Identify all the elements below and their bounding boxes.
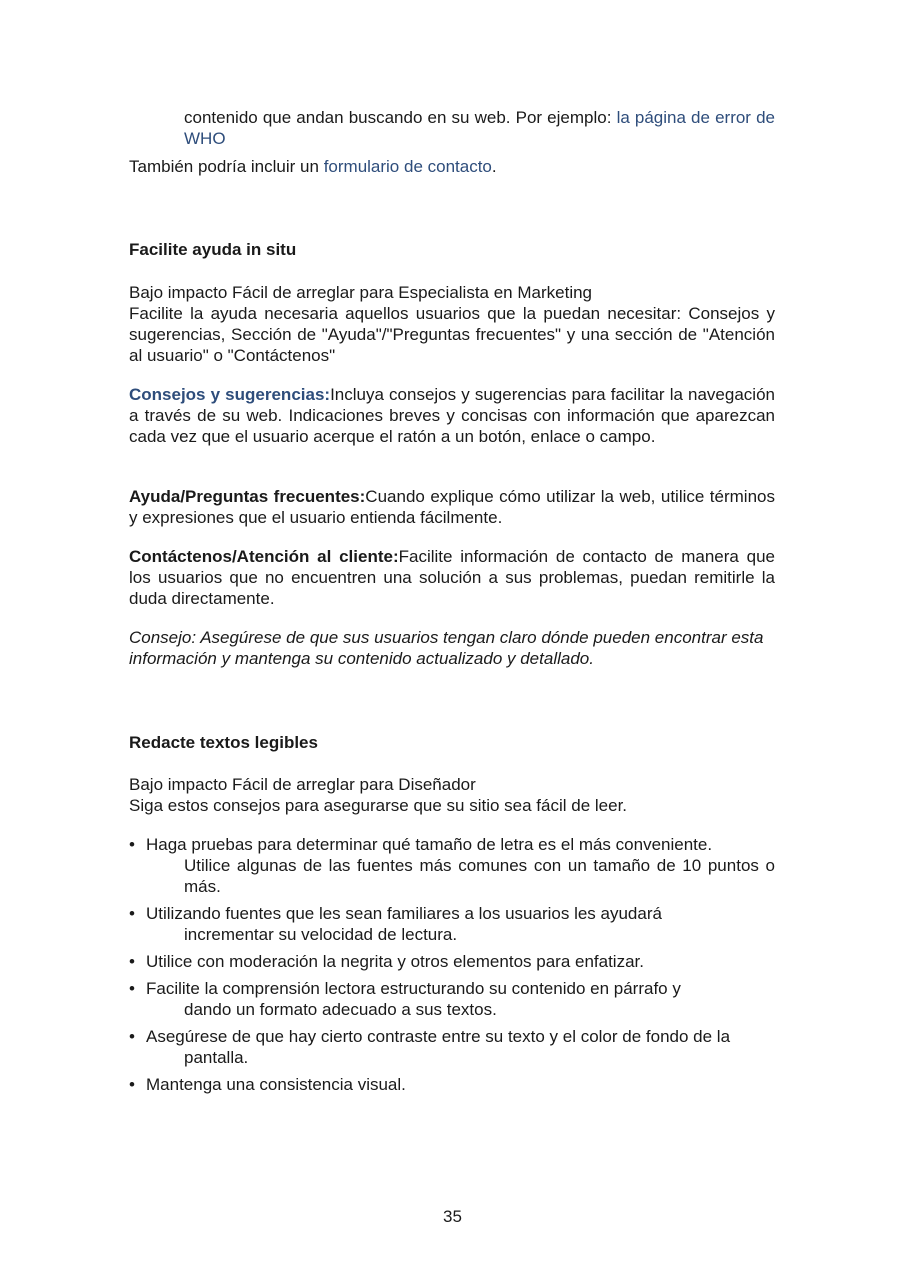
who-error-page-link[interactable]: la página de error de WHO <box>184 108 775 148</box>
list-item <box>129 978 775 1020</box>
list-item-continuation: pantalla. <box>184 1048 249 1067</box>
bullet-icon: • <box>129 835 135 854</box>
list-item-continuation: dando un formato adecuado a sus textos. <box>184 1000 497 1019</box>
tips-text: Incluya consejos y sugerencias para facilitar la navegación a través de su web. Indicaciones breves y concisas con información que aparezcan cada vez que el usuario acerque el ratón a un botón, enlace o campo. <box>129 385 775 446</box>
help-description: Facilite la ayuda necesaria aquellos usuarios que la puedan necesitar: Consejos y sugerencias, Sección de "Ayuda"/"Preguntas frecuentes" y una sección de "Atención al usuario" o "Contáctenos" <box>129 304 775 365</box>
legible-intro-block <box>129 774 775 816</box>
list-item <box>129 951 775 972</box>
list-item-text: Utilice con moderación la negrita y otros elementos para enfatizar. <box>146 952 644 971</box>
bullet-icon: • <box>129 904 135 923</box>
contact-form-paragraph <box>129 156 775 177</box>
tips-paragraph <box>129 384 775 447</box>
faq-label: Ayuda/Preguntas frecuentes: <box>129 487 366 506</box>
list-item-text: Haga pruebas para determinar qué tamaño de letra es el más conveniente. <box>146 835 713 854</box>
legible-meta: Bajo impacto Fácil de arreglar para Diseñador <box>129 775 476 794</box>
list-item-continuation: incrementar su velocidad de lectura. <box>184 925 458 944</box>
legible-description: Siga estos consejos para asegurarse que su sitio sea fácil de leer. <box>129 796 628 815</box>
contact-label: Contáctenos/Atención al cliente: <box>129 547 399 566</box>
help-intro-block <box>129 282 775 366</box>
list-item-text: Facilite la comprensión lectora estructurando su contenido en párrafo y <box>146 979 681 998</box>
list-item-continuation: Utilice algunas de las fuentes más comunes con un tamaño de 10 puntos o más. <box>184 856 775 896</box>
legibility-tips-list <box>129 834 775 1101</box>
list-item <box>129 903 775 945</box>
page-number: 35 <box>443 1207 462 1226</box>
list-item-text: Mantenga una consistencia visual. <box>146 1075 406 1094</box>
bullet-icon: • <box>129 979 135 998</box>
list-item-text: Utilizando fuentes que les sean familiares a los usuarios les ayudará <box>146 904 662 923</box>
also-end: . <box>491 157 497 176</box>
advice-paragraph: Consejo: Asegúrese de que sus usuarios tengan claro dónde pueden encontrar esta información y mantenga su contenido actualizado y detallado. <box>129 628 764 668</box>
also-text: También podría incluir un <box>129 157 319 176</box>
contact-text: Facilite información de contacto de manera que los usuarios que no encuentren una solución a sus problemas, puedan remitirle la duda directamente. <box>129 547 775 608</box>
continued-text: contenido que andan buscando en su web. Por ejemplo: <box>184 108 612 127</box>
continued-paragraph <box>184 107 775 149</box>
list-item <box>129 1074 775 1095</box>
section-heading-legible: Redacte textos legibles <box>129 733 318 752</box>
help-meta: Bajo impacto Fácil de arreglar para Especialista en Marketing <box>129 283 593 302</box>
bullet-icon: • <box>129 1027 135 1046</box>
list-item <box>129 1026 775 1068</box>
faq-text: Cuando explique cómo utilizar la web, utilice términos y expresiones que el usuario entienda fácilmente. <box>129 487 775 527</box>
list-item <box>129 834 775 897</box>
section-heading-help: Facilite ayuda in situ <box>129 240 297 259</box>
document-page <box>129 0 775 1280</box>
list-item-text: Asegúrese de que hay cierto contraste entre su texto y el color de fondo de la <box>146 1027 731 1046</box>
tips-label: Consejos y sugerencias: <box>129 385 331 404</box>
bullet-icon: • <box>129 952 135 971</box>
bullet-icon: • <box>129 1075 135 1094</box>
faq-paragraph <box>129 486 775 528</box>
contact-paragraph <box>129 546 775 609</box>
contact-form-link[interactable]: formulario de contacto <box>323 157 492 176</box>
